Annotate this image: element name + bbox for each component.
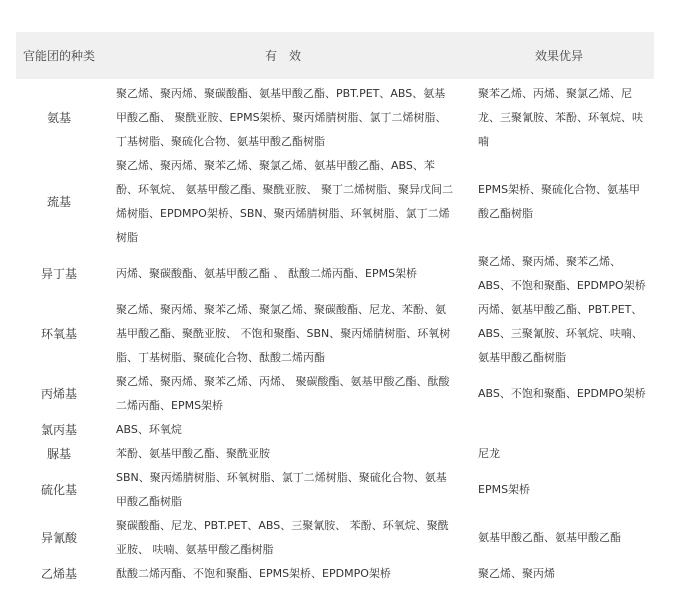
effect-cell: 丙烯、聚碳酸酯、氨基甲酸乙酯 、 酞酸二烯丙酯、EPMS架桥 <box>116 267 418 280</box>
effect-cell: SBN、聚丙烯腈树脂、环氧树脂、氯丁二烯树脂、聚硫化合物、氨基甲酸乙酯树脂 <box>116 471 447 508</box>
group-cell: 乙烯基 <box>40 567 77 581</box>
table-row <box>16 442 654 466</box>
effect-cell: 聚乙烯、聚丙烯、聚苯乙烯、丙烯、 聚碳酸酯、氨基甲酸乙酯、酞酸二烯丙酯、EPMS架桥 <box>116 375 450 412</box>
best-cell: EPMS架桥、聚硫化合物、氨基甲酸乙酯树脂 <box>478 183 641 220</box>
group-cell: 氨基 <box>46 111 71 125</box>
table-row <box>16 82 654 154</box>
group-cell: 氯丙基 <box>40 423 77 437</box>
effect-cell: 聚乙烯、聚丙烯、聚苯乙烯、聚氯乙烯、聚碳酸酯、尼龙、苯酚、氨基甲酸乙酯、聚酰亚胺、 不饱和聚酯、SBN、聚丙烯腈树脂、环氧树脂、丁基树脂、聚硫化合物、酞酸二烯丙酯 <box>116 303 451 364</box>
best-cell: 聚乙烯、聚丙烯、聚苯乙烯、ABS、不饱和聚酯、EPDMPO架桥 <box>478 255 646 292</box>
group-cell: 脲基 <box>46 447 71 461</box>
group-cell: 环氧基 <box>40 327 77 341</box>
effect-cell: 苯酚、氨基甲酸乙酯、聚酰亚胺 <box>116 447 270 460</box>
effect-cell: 聚乙烯、聚丙烯、聚苯乙烯、聚氯乙烯、氨基甲酸乙酯、ABS、苯酚、环氧烷、 氨基甲酸乙酯、聚酰亚胺、 聚丁二烯树脂、聚异戊间二烯树脂、EPDMPO架桥、SBN、聚丙烯腈树脂、环氧树脂、氯丁二烯树脂 <box>116 159 453 244</box>
functional-group-table-container <box>16 32 654 586</box>
best-cell: 聚乙烯、聚丙烯 <box>478 567 555 580</box>
effect-cell: 酞酸二烯丙酯、不饱和聚酯、EPMS架桥、EPDMPO架桥 <box>116 567 391 580</box>
best-cell: 丙烯、氨基甲酸乙酯、PBT.PET、ABS、三聚氰胺、环氧烷、呋喃、氨基甲酸乙酯树脂 <box>478 303 643 364</box>
header-group: 官能团的种类 <box>16 32 102 79</box>
table-header-row <box>16 32 654 79</box>
table-row <box>16 298 654 370</box>
group-cell: 异丁基 <box>40 267 77 281</box>
header-effect: 有 效 <box>102 32 464 79</box>
effect-cell: 聚碳酸酯、尼龙、PBT.PET、ABS、三聚氰胺、 苯酚、环氧烷、聚酰亚胺、 呋喃、氨基甲酸乙酯树脂 <box>116 519 449 556</box>
table-row <box>16 370 654 418</box>
group-cell: 丙烯基 <box>40 387 77 401</box>
best-cell: ABS、不饱和聚酯、EPDMPO架桥 <box>478 387 646 400</box>
best-cell: 尼龙 <box>478 447 500 460</box>
table-row <box>16 250 654 298</box>
best-cell: 聚苯乙烯、丙烯、聚氯乙烯、尼龙、三聚氰胺、苯酚、环氧烷、呋喃 <box>478 87 643 148</box>
table-row <box>16 562 654 586</box>
table-row <box>16 514 654 562</box>
group-cell: 硫化基 <box>40 483 77 497</box>
table-row <box>16 154 654 250</box>
header-best: 效果优异 <box>464 32 654 79</box>
effect-cell: ABS、环氧烷 <box>116 423 182 436</box>
table-row <box>16 466 654 514</box>
group-cell: 巯基 <box>46 195 71 209</box>
table-row <box>16 418 654 442</box>
best-cell: 氨基甲酸乙酯、氨基甲酸乙酯 <box>478 531 621 544</box>
best-cell: EPMS架桥 <box>478 483 531 496</box>
functional-group-table <box>16 32 654 586</box>
best-cell <box>464 418 654 442</box>
effect-cell: 聚乙烯、聚丙烯、聚碳酸酯、氨基甲酸乙酯、PBT.PET、ABS、氨基甲酸乙酯、 聚酰亚胺、EPMS架桥、聚丙烯腈树脂、氯丁二烯树脂、丁基树脂、聚硫化合物、氨基甲酸乙酯树脂 <box>116 87 447 148</box>
group-cell: 异氰酸 <box>40 531 77 545</box>
